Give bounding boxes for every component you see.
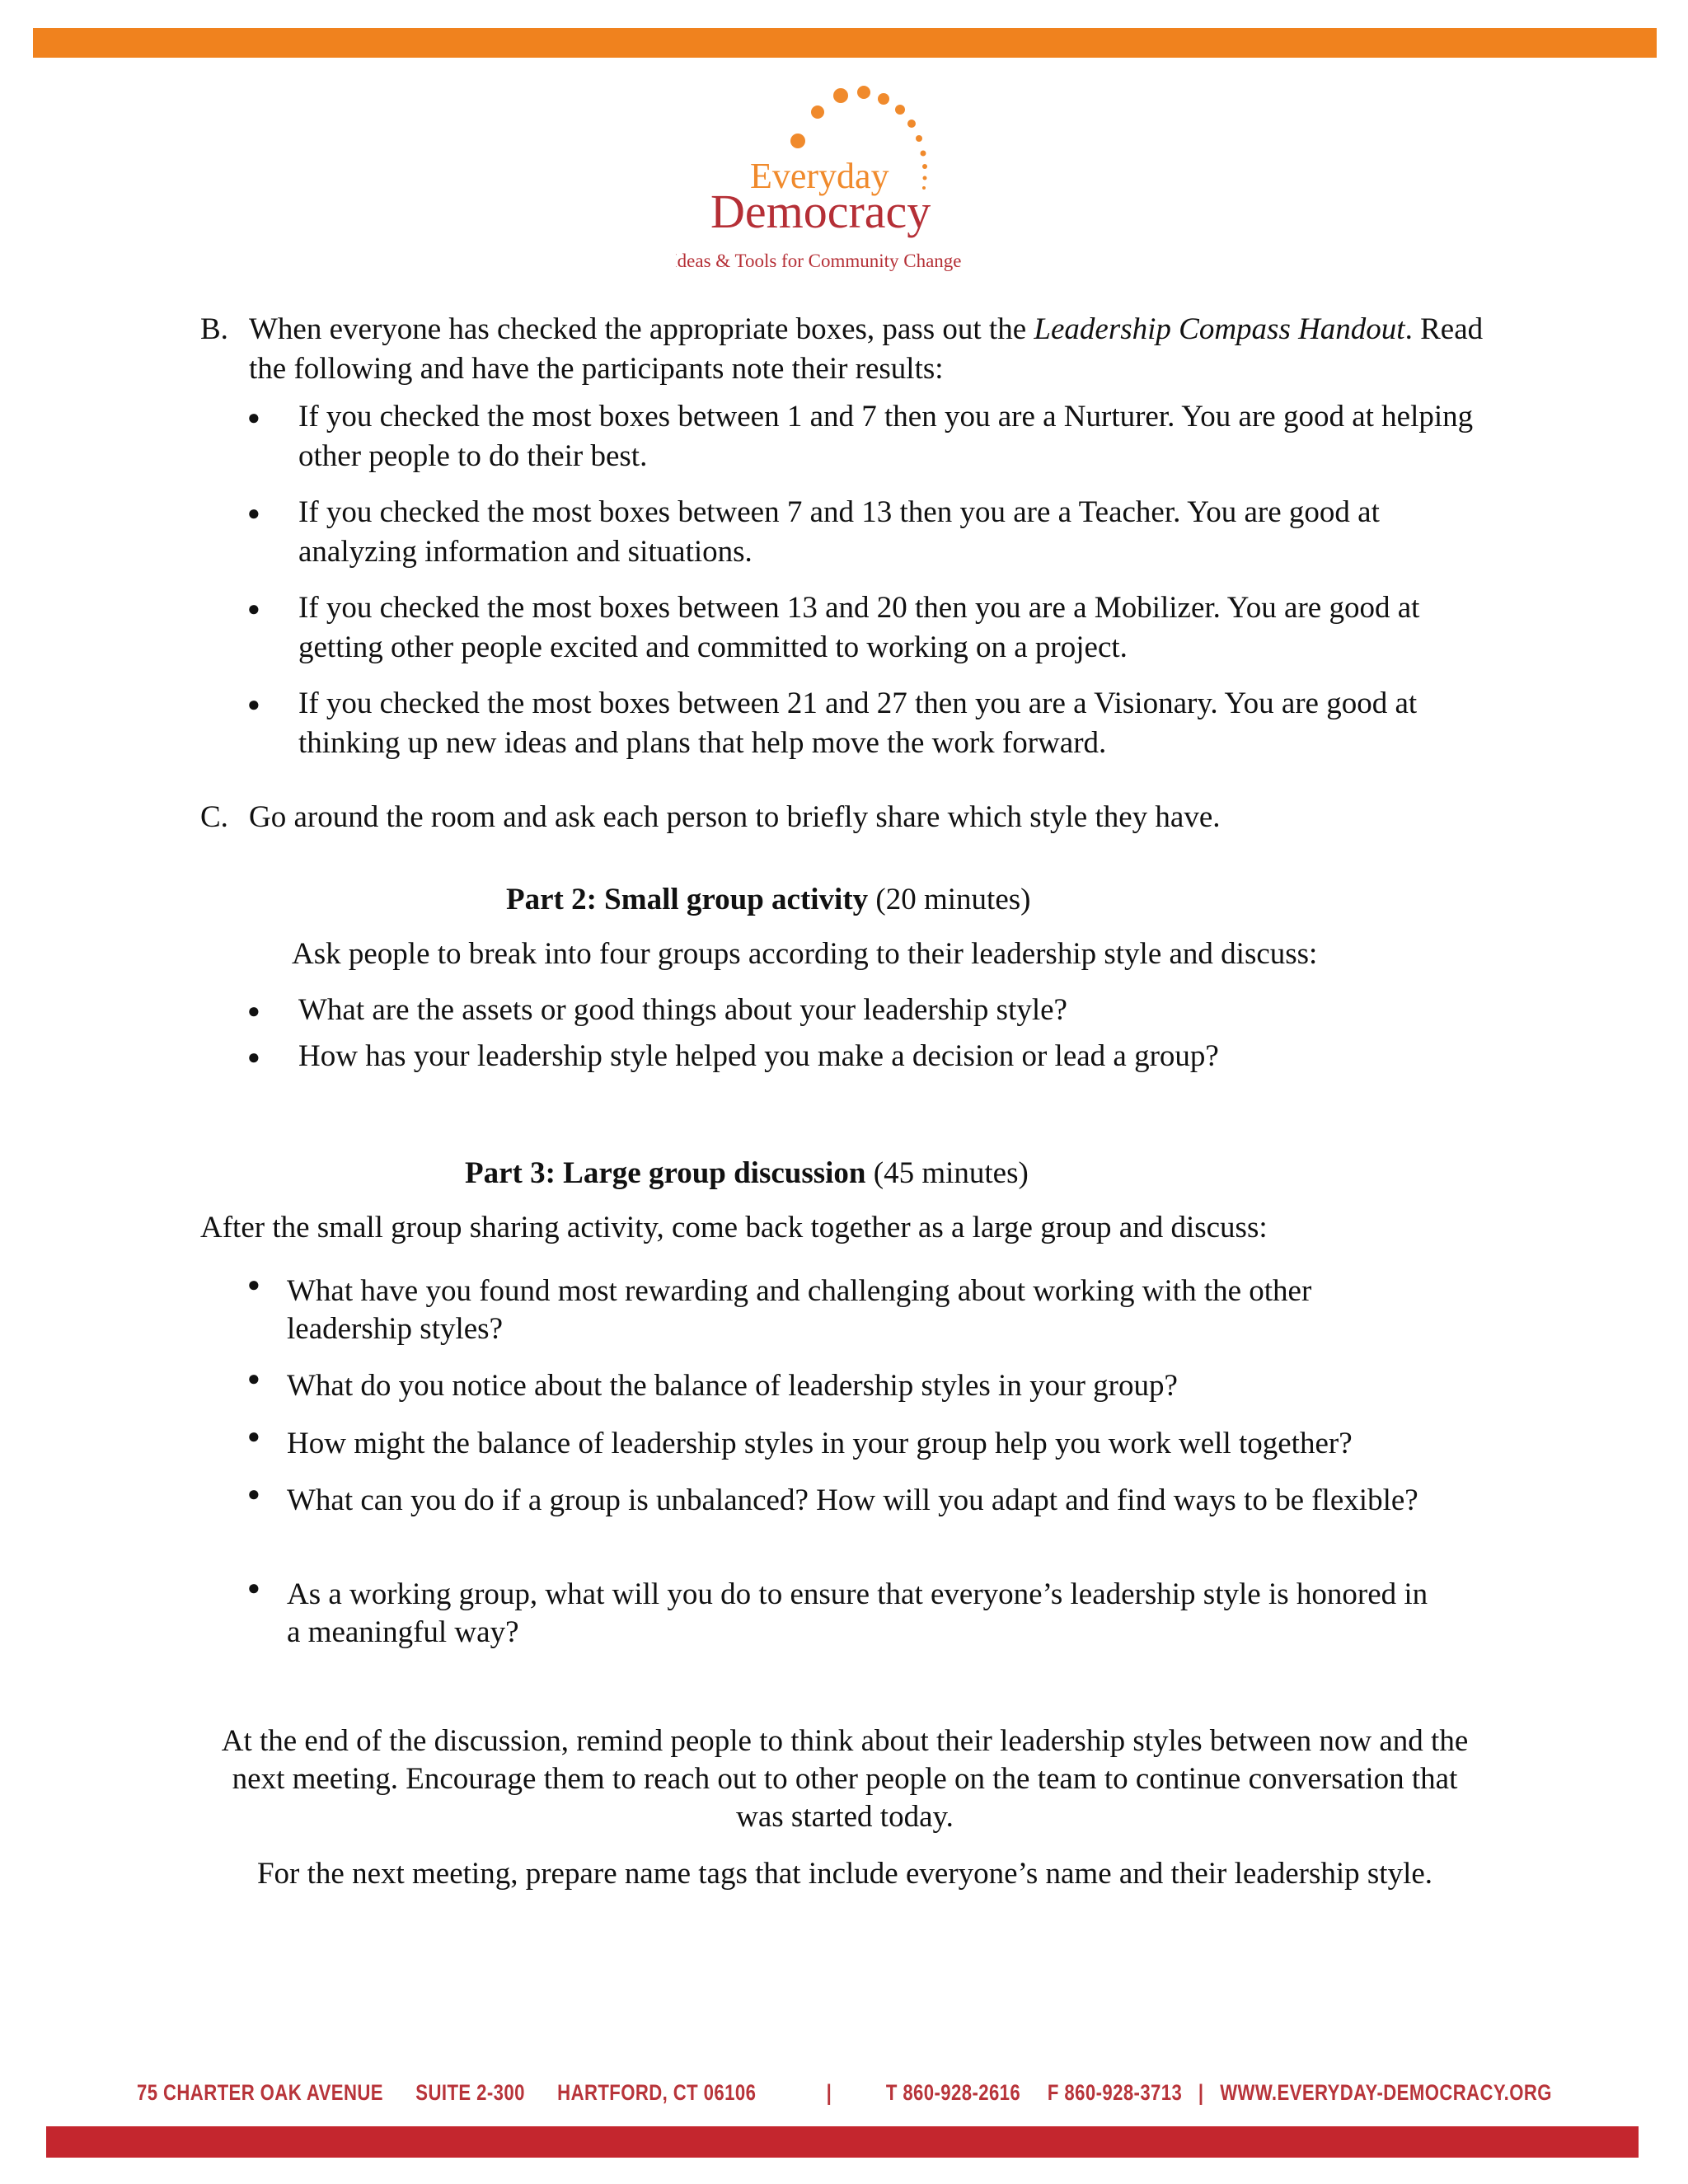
bullet-icon: ● <box>247 405 260 429</box>
footer-suite: SUITE 2-300 <box>415 2080 525 2105</box>
closing-paragraph: At the end of the discussion, remind people to think about their leadership styles between now and the next meeting. Encourage them to reach out to other people on the team to continue conversation that was started today. <box>221 1724 1469 1834</box>
section-b-bullet-3: If you checked the most boxes between 13 and 20 then you are a Mobilizer. You are good at getting other people excited and committed to working on a project. <box>298 591 1420 664</box>
top-orange-bar <box>33 28 1657 58</box>
bullet-icon: ● <box>247 1424 260 1448</box>
bullet-icon: ● <box>247 1482 260 1506</box>
footer-fax: F 860-928-3713 <box>1047 2080 1183 2105</box>
bullet-icon: ● <box>247 692 260 716</box>
section-b-marker: B. <box>200 312 228 346</box>
part2-duration: (20 minutes) <box>875 883 1031 916</box>
logo-line2: Democracy <box>710 185 931 238</box>
footer-separator: | <box>826 2080 832 2105</box>
logo-tagline: Ideas & Tools for Community Change <box>676 251 962 271</box>
part2-heading: Part 2: Small group activity <box>506 883 869 916</box>
section-b-intro-post: . Read the following and have the participants note their results: <box>249 312 1484 386</box>
section-b-bullet-2: If you checked the most boxes between 7 and 13 then you are a Teacher. You are good at analyzing information and situations. <box>298 495 1380 569</box>
part3-duration: (45 minutes) <box>873 1156 1029 1190</box>
part3-heading: Part 3: Large group discussion <box>465 1156 866 1190</box>
part2-intro: Ask people to break into four groups according to their leadership style and discuss: <box>292 937 1318 971</box>
bottom-red-bar <box>46 2126 1639 2158</box>
next-meeting-note: For the next meeting, prepare name tags that include everyone’s name and their leadership style. <box>256 1857 1433 1891</box>
part3-bullet-5: As a working group, what will you do to ensure that everyone’s leadership style is honored in a meaningful way? <box>287 1577 1428 1649</box>
section-b-intro-pre: When everyone has checked the appropriate boxes, pass out the <box>249 312 1034 346</box>
bullet-icon: ● <box>247 1045 260 1069</box>
part2-bullet-2: How has your leadership style helped you make a decision or lead a group? <box>298 1039 1219 1073</box>
footer-website: WWW.EVERYDAY-DEMOCRACY.ORG <box>1220 2080 1552 2105</box>
part3-bullet-3: How might the balance of leadership styles in your group help you work well together? <box>287 1427 1353 1460</box>
section-c-text: Go around the room and ask each person to briefly share which style they have. <box>249 800 1221 834</box>
footer-phone: T 860-928-2616 <box>885 2080 1021 2105</box>
section-b-intro <box>249 310 1485 389</box>
section-b-bullet-1: If you checked the most boxes between 1 and 7 then you are a Nurturer. You are good at helping other people to do their best. <box>298 400 1474 473</box>
bullet-icon: ● <box>247 501 260 525</box>
section-b-bullet-4: If you checked the most boxes between 21 and 27 then you are a Visionary. You are good at thinking up new ideas and plans that help move the work forward. <box>298 687 1418 760</box>
bullet-icon: ● <box>247 999 260 1023</box>
bullet-icon: ● <box>247 597 260 621</box>
leadership-compass-handout-title: Leadership Compass Handout <box>1034 312 1405 346</box>
section-c-marker: C. <box>200 800 228 834</box>
footer-separator: | <box>1198 2080 1204 2105</box>
logo-line1: Everyday <box>750 156 889 196</box>
everyday-democracy-logo <box>676 81 1039 279</box>
part3-intro: After the small group sharing activity, come back together as a large group and discuss: <box>200 1211 1268 1244</box>
footer-city: HARTFORD, CT 06106 <box>557 2080 757 2105</box>
part2-heading-line <box>506 880 1030 920</box>
part3-bullet-2: What do you notice about the balance of leadership styles in your group? <box>287 1369 1178 1403</box>
bullet-icon: ● <box>247 1576 260 1600</box>
bullet-icon: ● <box>247 1272 260 1296</box>
footer-address: 75 CHARTER OAK AVENUE <box>137 2080 383 2105</box>
part2-bullet-1: What are the assets or good things about your leadership style? <box>298 993 1067 1027</box>
part3-bullet-4: What can you do if a group is unbalanced? How will you adapt and find ways to be flexible? <box>287 1483 1418 1517</box>
part3-bullet-1: What have you found most rewarding and challenging about working with the other leadership styles? <box>287 1274 1312 1346</box>
bullet-icon: ● <box>247 1366 260 1390</box>
footer-contact <box>137 2080 1552 2106</box>
logo-graphic <box>676 81 1039 279</box>
part3-heading-line <box>465 1154 1029 1193</box>
